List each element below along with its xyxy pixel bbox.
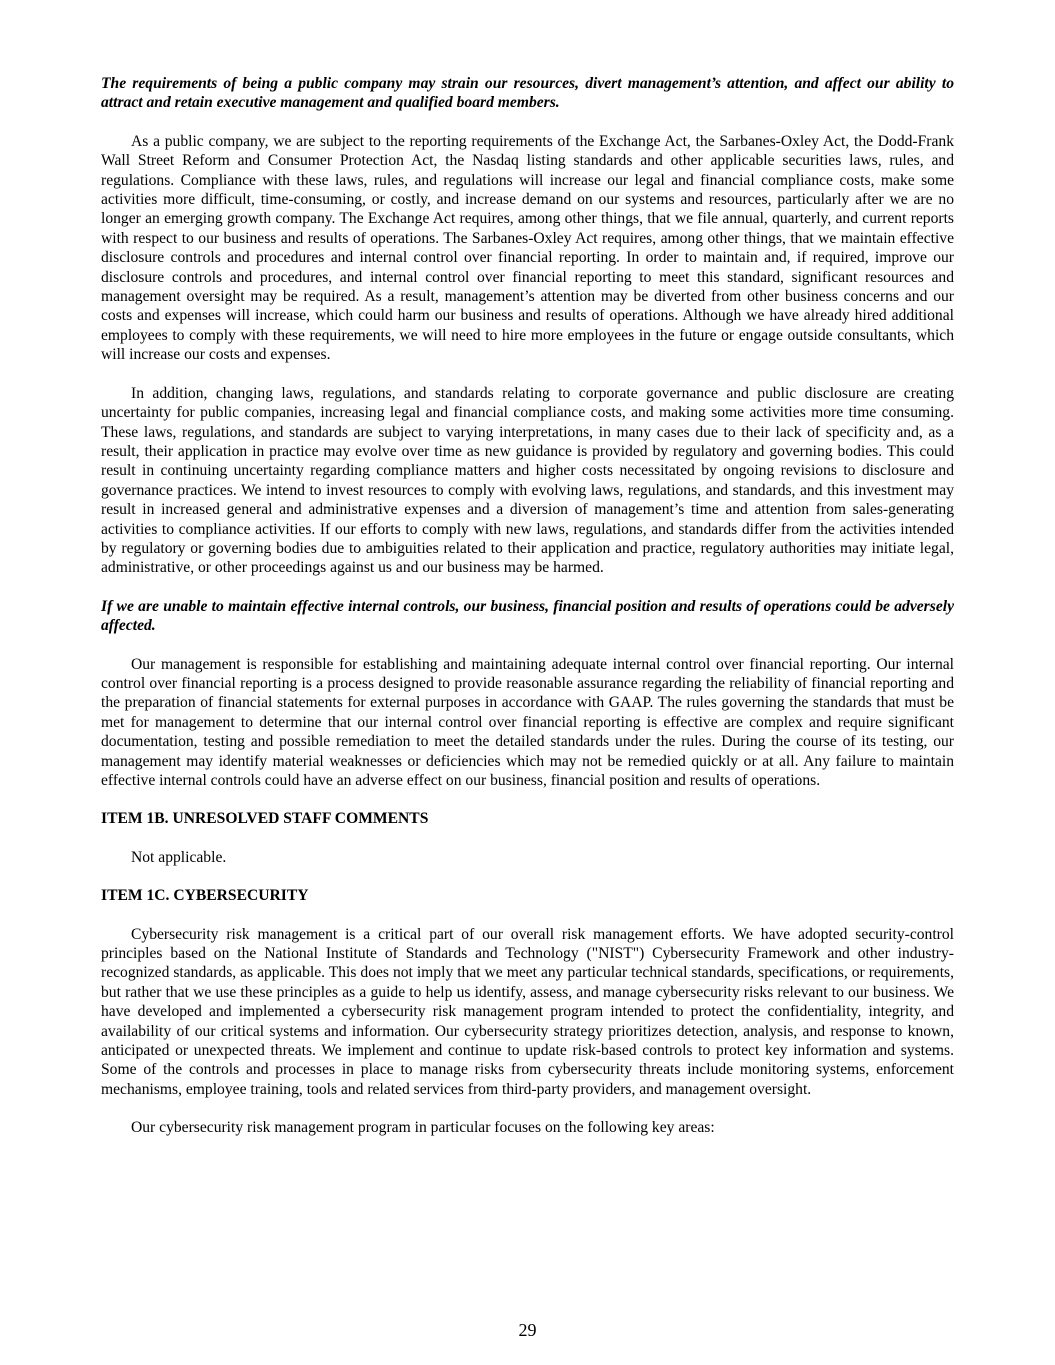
paragraph-public-company-requirements: As a public company, we are subject to the reporting requirements of the Exchange Act, the Sarbanes-Oxley Act, the Dodd-Frank Wall Street Reform and Consumer Protection Act, the Nasdaq listing standards and other applicable securities laws, rules, and regulations. Compliance with these laws, rules, and regulations will increase our legal and financial compliance costs, make some activities more difficult, time-consuming, or costly, and increase demand on our systems and resources, particularly after we are no longer an emerging growth company. The Exchange Act requires, among other things, that we file annual, quarterly, and current reports with respect to our business and results of operations. The Sarbanes-Oxley Act requires, among other things, that we maintain effective disclosure controls and procedures and internal control over financial reporting. In order to maintain and, if required, improve our disclosure controls and procedures, and internal control over financial reporting to meet this standard, significant resources and management oversight may be required. As a result, management’s attention may be diverted from other business concerns and our costs and expenses will increase, which could harm our business and results of operations. Although we have already hired additional employees to comply with these requirements, we will need to hire more employees in the future or engage outside consultants, which will increase our costs and expenses. [101, 132, 954, 364]
item-1b-heading: ITEM 1B. UNRESOLVED STAFF COMMENTS [101, 810, 429, 828]
item-1b-text: Not applicable. [131, 848, 227, 866]
paragraph-internal-controls: Our management is responsible for establishing and maintaining adequate internal control over financial reporting. Our internal control over financial reporting is a process designed to provide reasonable assurance regarding the reliability of financial reporting and the preparation of financial statements for external purposes in accordance with GAAP. The rules governing the standards that must be met for management to determine that our internal control over financial reporting is effective are complex and require significant documentation, testing and possible remediation to meet the detailed standards under the rules. During the course of its testing, our management may identify material weaknesses or deficiencies which may not be remedied quickly or at all. Any failure to maintain effective internal controls could have an adverse effect on our business, financial position and results of operations. [101, 655, 954, 789]
page-number: 29 [518, 1320, 537, 1340]
paragraph-cybersecurity-key-areas: Our cybersecurity risk management program in particular focuses on the following key areas: [131, 1119, 715, 1137]
item-1c-heading: ITEM 1C. CYBERSECURITY [101, 887, 309, 905]
document-page [101, 74, 954, 1157]
paragraph-changing-laws: In addition, changing laws, regulations, and standards relating to corporate governance and public disclosure are creating uncertainty for public companies, increasing legal and financial compliance costs, and making some activities more time consuming. These laws, regulations, and standards are subject to varying interpretations, in many cases due to their lack of specificity and, as a result, their application in practice may evolve over time as new guidance is provided by regulatory and governing bodies. This could result in continuing uncertainty regarding compliance matters and higher costs necessitated by ongoing revisions to disclosure and governance practices. We intend to invest resources to comply with evolving laws, regulations, and standards, and this investment may result in increased general and administrative expenses and a diversion of management’s time and attention from sales-generating activities to compliance activities. If our efforts to comply with new laws, regulations, and standards differ from the activities intended by regulatory or governing bodies due to ambiguities related to their application and practice, regulatory authorities may initiate legal, administrative, or other proceedings against us and our business may be harmed. [101, 384, 954, 577]
risk-factor-heading-public-company: The requirements of being a public company may strain our resources, divert management’s attention, and affect our ability to attract and retain executive management and qualified board members. [101, 75, 954, 112]
paragraph-cybersecurity-risk-management: Cybersecurity risk management is a critical part of our overall risk management efforts. We have adopted security-control principles based on the National Institute of Standards and Technology ("NIST") Cybersecurity Framework and other industry-recognized standards, as applicable. This does not imply that we meet any particular technical standards, specifications, or requirements, but rather that we use these principles as a guide to help us identify, assess, and manage cybersecurity risks relevant to our business. We have developed and implemented a cybersecurity risk management program intended to protect the confidentiality, integrity, and availability of our critical systems and information. Our cybersecurity strategy prioritizes detection, analysis, and response to known, anticipated or unexpected threats. We implement and continue to update risk-based controls to protect key information and systems. Some of the controls and processes in place to manage risks from cybersecurity threats include monitoring systems, enforcement mechanisms, employee training, tools and related services from third-party providers, and management oversight. [101, 925, 954, 1098]
risk-factor-heading-internal-controls: If we are unable to maintain effective internal controls, our business, financial position and results of operations could be adversely affected. [101, 597, 954, 635]
